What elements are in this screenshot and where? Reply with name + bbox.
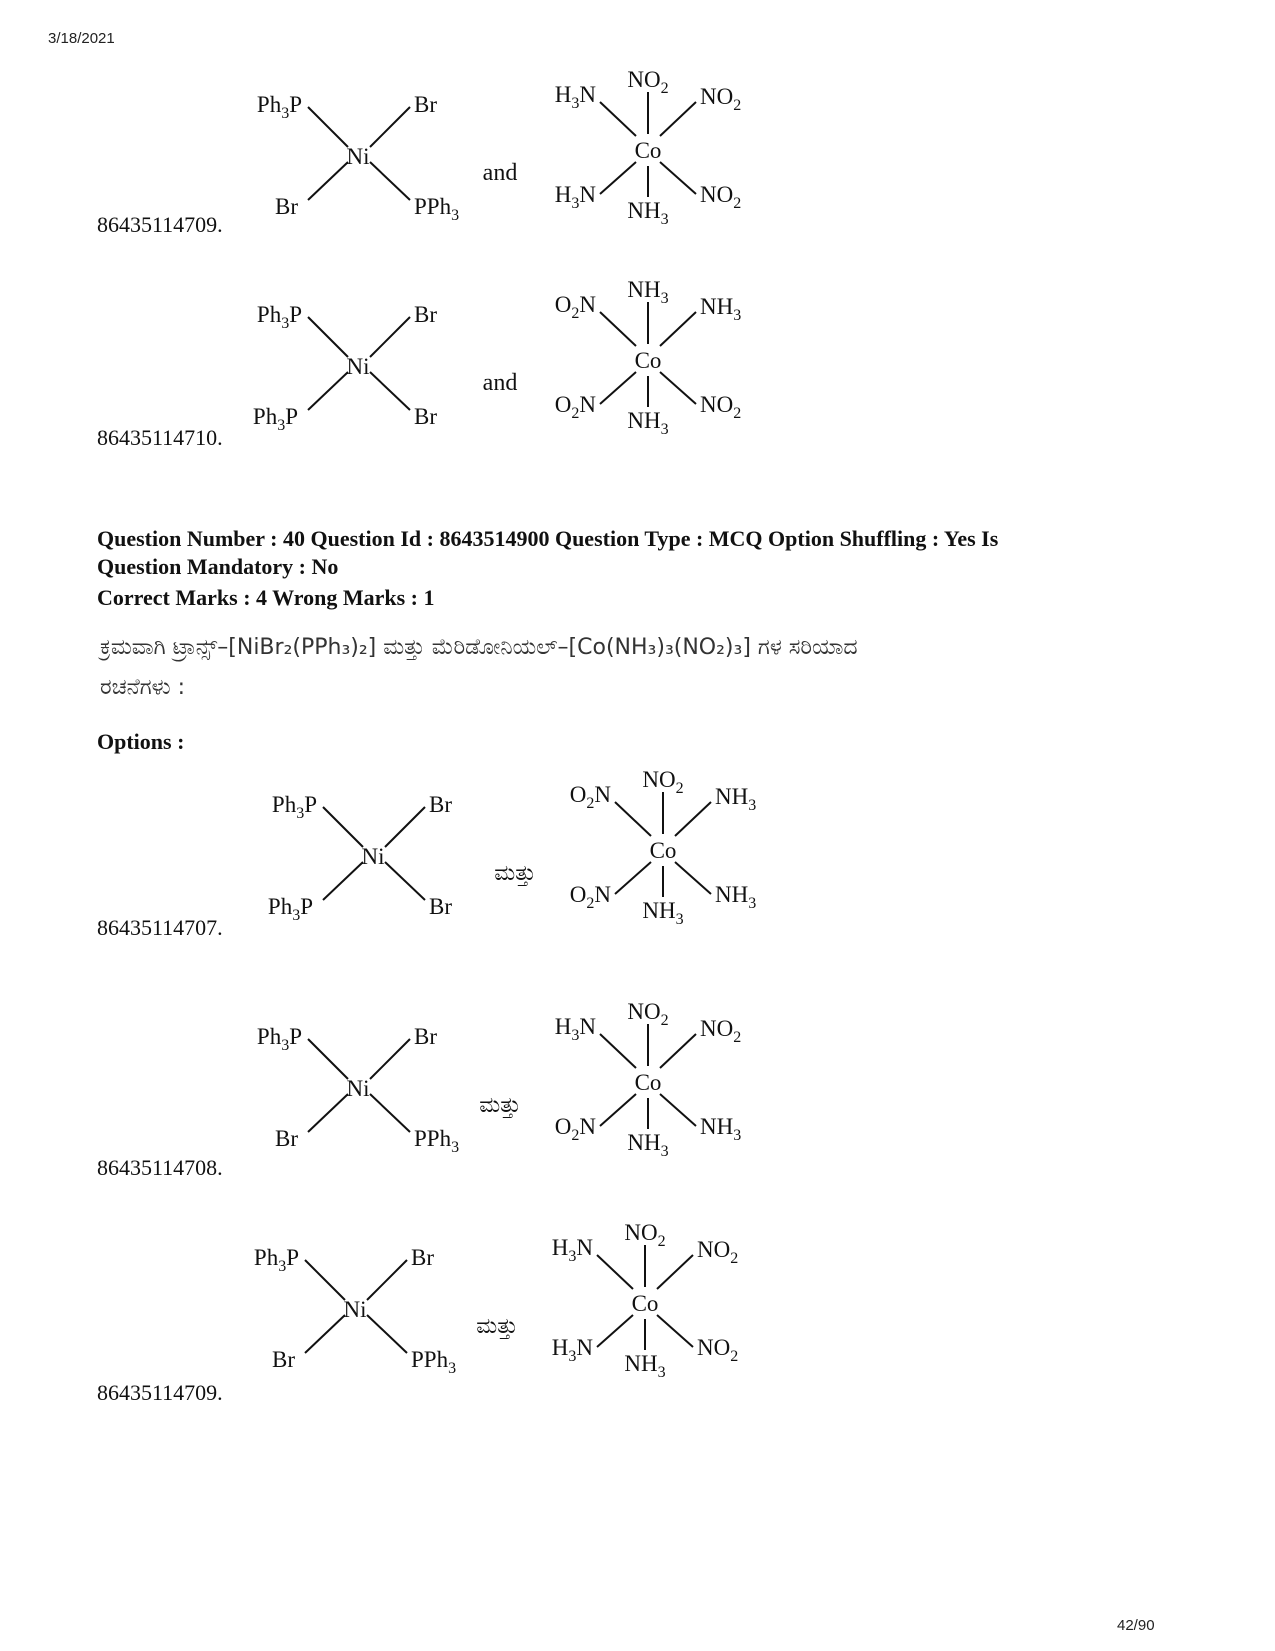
question-text-line: ಕ್ರಮವಾಗಿ ಟ್ರಾನ್ಸ್–[NiBr₂(PPh₃)₂] ಮತ್ತು ಮೆರಿಡೋನಿಯಲ್–[Co(NH₃)₃(NO₂)₃] ಗಳ ಸರಿಯಾದ (100, 635, 858, 660)
ni-ligand-bottom-right: Br (429, 894, 452, 919)
co-ligand-top-right: $NH_3$ (700, 294, 742, 324)
co-ligand-top-right: $NH_3$ (715, 784, 757, 814)
bond-line (657, 1255, 693, 1289)
co-ligand-top: $NO_2$ (627, 67, 669, 97)
bond-line (597, 1255, 633, 1289)
co-ligand-top: $NO_2$ (627, 999, 669, 1029)
bond-line (370, 1039, 410, 1079)
bond-line (308, 107, 348, 147)
bond-line (597, 1315, 633, 1347)
question-meta-line: Question Number : 40 Question Id : 8643514900 Question Type : MCQ Option Shuffling : Yes Is (97, 526, 999, 551)
conjunction-text: and (482, 160, 518, 186)
bond-line (370, 162, 410, 200)
co-ligand-top: $NH_3$ (627, 277, 669, 307)
bond-line (600, 372, 636, 404)
ni-ligand-bottom-left: Br (275, 1126, 298, 1151)
cobalt-center: Co (634, 1070, 662, 1095)
conjunction-text: ಮತ್ತು (494, 860, 536, 885)
question-marks: Correct Marks : 4 Wrong Marks : 1 (97, 585, 435, 610)
co-ligand-bottom: $NH_3$ (624, 1351, 666, 1381)
cobalt-center: Co (634, 348, 662, 373)
co-ligand-bottom: $NH_3$ (627, 408, 669, 438)
ni-ligand-bottom-right: PPh$_3$ (414, 194, 460, 224)
co-ligand-bottom-left: $O_2N$ (554, 1114, 596, 1144)
cobalt-center: Co (631, 1291, 659, 1316)
co-ligand-bottom-left: $O_2N$ (554, 392, 596, 422)
option-id: 86435114709. (97, 1380, 223, 1405)
structures-svg (237, 1215, 777, 1381)
co-ligand-bottom-right: $NH_3$ (700, 1114, 742, 1144)
co-ligand-top: $NO_2$ (624, 1220, 666, 1250)
bond-line (308, 372, 348, 410)
ni-ligand-top-right: Br (414, 1024, 437, 1049)
co-ligand-top-left: $H_3N$ (554, 1014, 596, 1044)
bond-line (615, 802, 651, 836)
nickel-center: Ni (361, 844, 385, 869)
ni-ligand-top-left: $Ph_3P$ (256, 302, 302, 332)
option-id: 86435114707. (97, 915, 223, 940)
bond-line (600, 102, 636, 136)
option-id: 86435114710. (97, 425, 223, 450)
question-header (97, 525, 1197, 581)
options-label: Options : (97, 729, 185, 754)
question-meta-line: Question Mandatory : No (97, 554, 339, 579)
co-ligand-bottom: $NH_3$ (642, 898, 684, 928)
nickel-center: Ni (346, 354, 370, 379)
bond-line (675, 802, 711, 836)
bond-line (385, 862, 425, 900)
ni-ligand-top-left: $Ph_3P$ (256, 92, 302, 122)
structure-figure (255, 762, 795, 928)
bond-line (370, 1094, 410, 1132)
bond-line (600, 1034, 636, 1068)
bond-line (323, 862, 363, 900)
co-ligand-top-right: $NO_2$ (700, 1016, 742, 1046)
bond-line (660, 1094, 696, 1126)
ni-ligand-top-right: Br (429, 792, 452, 817)
co-ligand-top-left: $H_3N$ (554, 82, 596, 112)
ni-ligand-top-left: $Ph_3P$ (256, 1024, 302, 1054)
ni-ligand-bottom-left: Br (275, 194, 298, 219)
nickel-center: Ni (346, 1076, 370, 1101)
structure-figure (240, 272, 780, 438)
bond-line (308, 1039, 348, 1079)
co-ligand-top-left: $O_2N$ (569, 782, 611, 812)
cobalt-center: Co (649, 838, 677, 863)
bond-line (660, 372, 696, 404)
cobalt-center: Co (634, 138, 662, 163)
structure-figure (237, 1215, 777, 1381)
bond-line (660, 1034, 696, 1068)
bond-line (370, 107, 410, 147)
co-ligand-bottom-left: $H_3N$ (551, 1335, 593, 1365)
structures-svg (240, 272, 780, 438)
bond-line (367, 1260, 407, 1300)
bond-line (675, 862, 711, 894)
bond-line (308, 162, 348, 200)
co-ligand-top-right: $NO_2$ (697, 1237, 739, 1267)
bond-line (600, 1094, 636, 1126)
bond-line (615, 862, 651, 894)
bond-line (600, 312, 636, 346)
co-ligand-bottom-right: $NO_2$ (697, 1335, 739, 1365)
ni-ligand-top-left: $Ph_3P$ (253, 1245, 299, 1275)
conjunction-text: ಮತ್ತು (476, 1313, 518, 1338)
ni-ligand-bottom-left: $Ph_3P$ (267, 894, 313, 924)
ni-ligand-top-right: Br (411, 1245, 434, 1270)
co-ligand-top: $NO_2$ (642, 767, 684, 797)
bond-line (305, 1315, 345, 1353)
bond-line (660, 162, 696, 194)
co-ligand-bottom-right: $NO_2$ (700, 392, 742, 422)
bond-line (308, 317, 348, 357)
ni-ligand-top-right: Br (414, 302, 437, 327)
ni-ligand-bottom-right: Br (414, 404, 437, 429)
co-ligand-top-left: $O_2N$ (554, 292, 596, 322)
bond-line (600, 162, 636, 194)
co-ligand-top-left: $H_3N$ (551, 1235, 593, 1265)
co-ligand-bottom-right: $NH_3$ (715, 882, 757, 912)
co-ligand-bottom: $NH_3$ (627, 1130, 669, 1160)
question-text (100, 628, 1200, 708)
bond-line (323, 807, 363, 847)
option-id: 86435114709. (97, 212, 223, 237)
conjunction-text: and (482, 370, 518, 396)
structure-figure (240, 62, 780, 228)
structures-svg (255, 762, 795, 928)
bond-line (657, 1315, 693, 1347)
bond-line (308, 1094, 348, 1132)
bond-line (660, 312, 696, 346)
question-text-line: ರಚನೆಗಳು : (100, 675, 186, 700)
bond-line (660, 102, 696, 136)
ni-ligand-top-left: $Ph_3P$ (271, 792, 317, 822)
ni-ligand-bottom-left: Br (272, 1347, 295, 1372)
bond-line (305, 1260, 345, 1300)
co-ligand-bottom-left: $H_3N$ (554, 182, 596, 212)
ni-ligand-bottom-left: $Ph_3P$ (252, 404, 298, 434)
structures-svg (240, 62, 780, 228)
print-date: 3/18/2021 (48, 30, 115, 47)
ni-ligand-bottom-right: PPh$_3$ (414, 1126, 460, 1156)
co-ligand-bottom: $NH_3$ (627, 198, 669, 228)
bond-line (385, 807, 425, 847)
page-number: 42/90 (1117, 1617, 1155, 1634)
ni-ligand-top-right: Br (414, 92, 437, 117)
co-ligand-bottom-left: $O_2N$ (569, 882, 611, 912)
bond-line (370, 372, 410, 410)
nickel-center: Ni (343, 1297, 367, 1322)
structure-figure (240, 994, 780, 1160)
option-id: 86435114708. (97, 1155, 223, 1180)
co-ligand-top-right: $NO_2$ (700, 84, 742, 114)
ni-ligand-bottom-right: PPh$_3$ (411, 1347, 457, 1377)
bond-line (370, 317, 410, 357)
nickel-center: Ni (346, 144, 370, 169)
bond-line (367, 1315, 407, 1353)
co-ligand-bottom-right: $NO_2$ (700, 182, 742, 212)
structures-svg (240, 994, 780, 1160)
conjunction-text: ಮತ್ತು (479, 1092, 521, 1117)
